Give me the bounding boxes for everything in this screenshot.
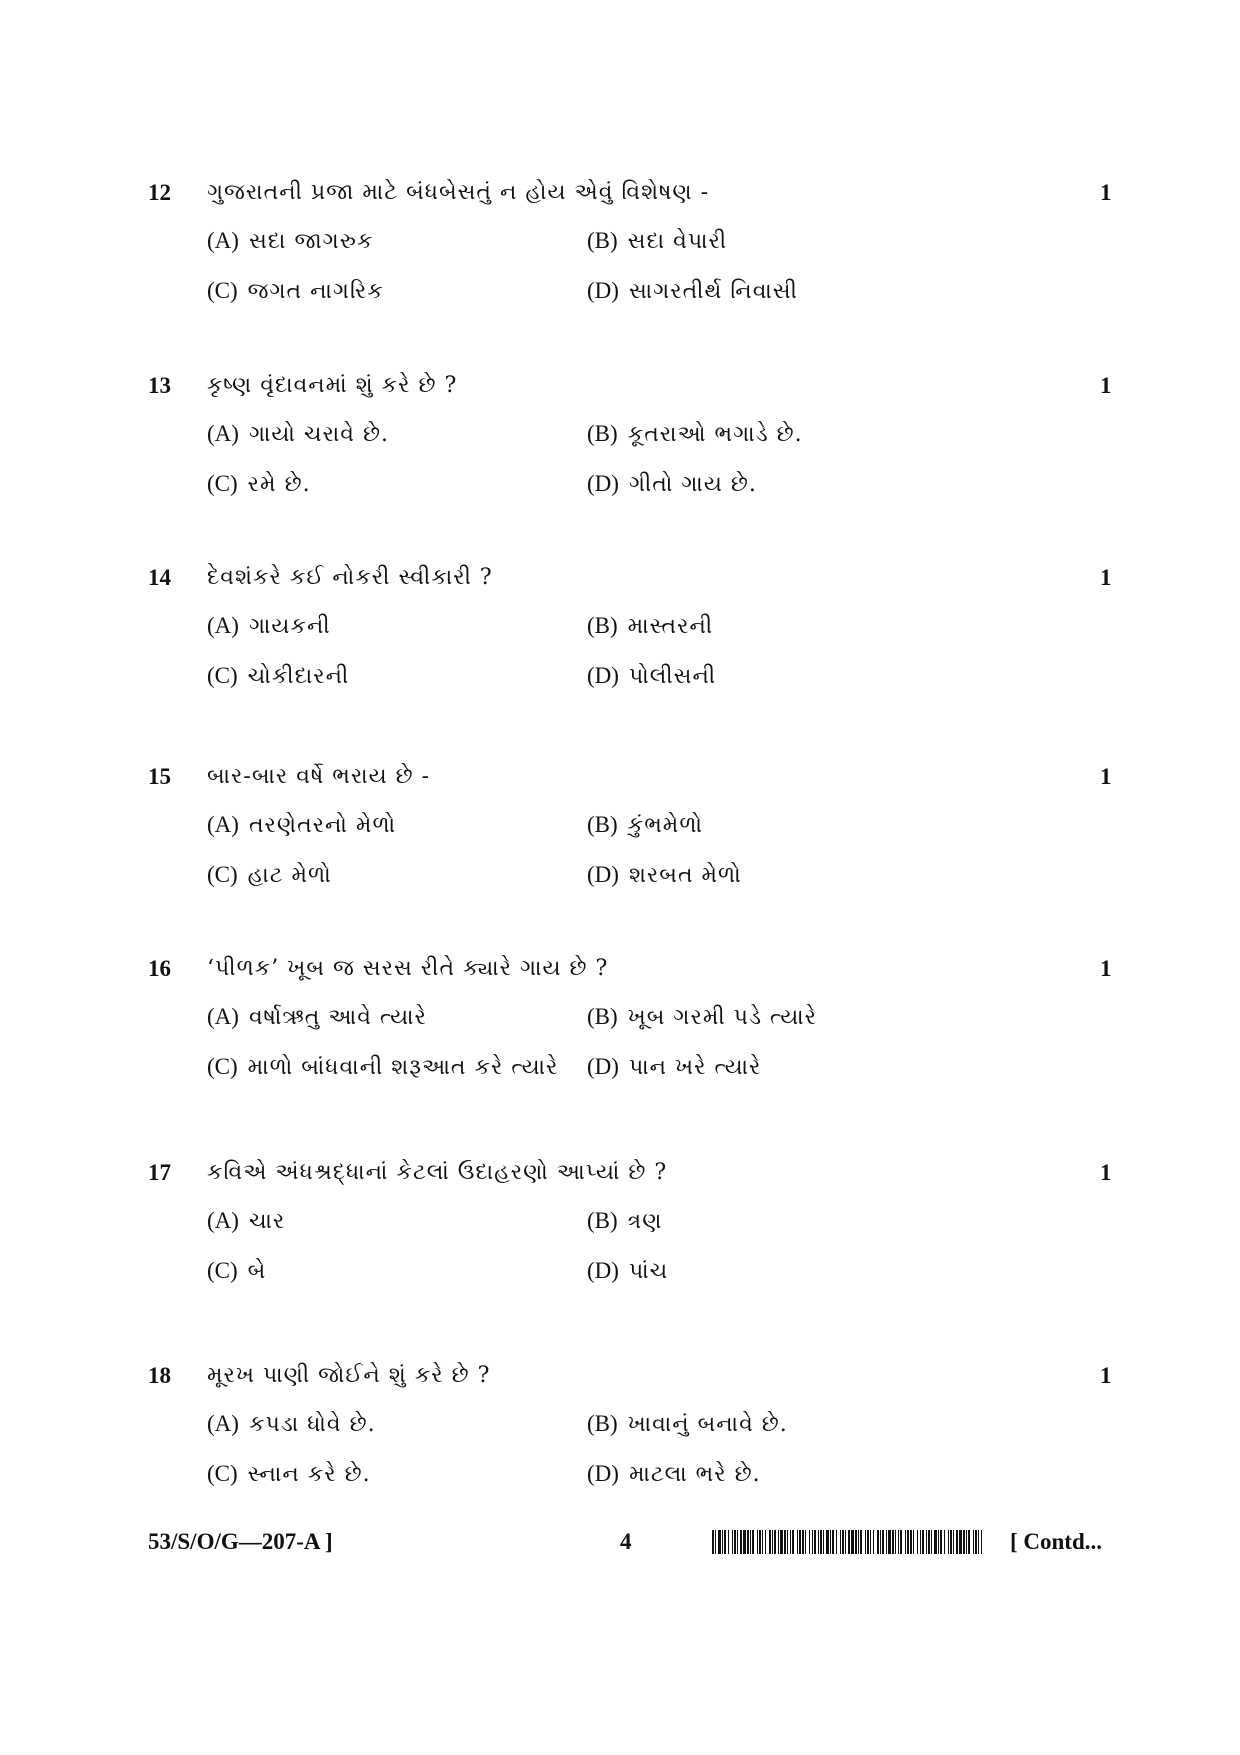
option-a bbox=[207, 419, 389, 450]
barcode-bar bbox=[765, 1530, 766, 1554]
question-text: કવિએ અંધશ્રદ્ધાનાં કેટલાં ઉદાહરણો આપ્યાં છે ? bbox=[207, 1160, 668, 1185]
option-label: (D) bbox=[587, 1258, 619, 1283]
barcode-bar bbox=[882, 1530, 884, 1554]
question-marks: 1 bbox=[1100, 764, 1112, 789]
barcode-bar bbox=[778, 1530, 779, 1554]
option-c bbox=[207, 1256, 266, 1287]
option-text: પોલીસની bbox=[628, 664, 717, 689]
barcode-bar bbox=[922, 1530, 924, 1554]
contd-label: [ Contd... bbox=[1010, 1529, 1103, 1554]
option-a bbox=[207, 810, 396, 841]
barcode-bar bbox=[938, 1530, 939, 1554]
barcode-bar bbox=[830, 1530, 831, 1554]
barcode-bar bbox=[845, 1530, 846, 1554]
barcode-bar bbox=[860, 1530, 862, 1554]
barcode-bar bbox=[784, 1530, 786, 1554]
option-label: (B) bbox=[587, 1411, 618, 1436]
option-label: (A) bbox=[207, 812, 239, 837]
option-d bbox=[587, 1459, 761, 1490]
option-b bbox=[587, 810, 703, 841]
barcode-bar bbox=[840, 1530, 841, 1554]
option-label: (C) bbox=[207, 862, 238, 887]
option-label: (B) bbox=[587, 421, 618, 446]
option-text: સદા જાગરુક bbox=[248, 229, 374, 254]
question-14 bbox=[0, 563, 1240, 713]
option-text: ખાવાનું બનાવે છે. bbox=[627, 1412, 788, 1437]
barcode-bar bbox=[910, 1530, 912, 1554]
option-text: ખૂબ ગરમી પડે ત્યારે bbox=[627, 1005, 817, 1030]
question-text: ‘પીળક’ ખૂબ જ સરસ રીતે ક્યારે ગાય છે ? bbox=[207, 956, 609, 981]
option-label: (C) bbox=[207, 1258, 238, 1283]
barcode-bar bbox=[870, 1530, 871, 1554]
option-c bbox=[207, 1459, 371, 1490]
barcode-bar bbox=[973, 1530, 974, 1554]
option-text: કુંભમેળો bbox=[627, 813, 703, 838]
option-a bbox=[207, 1409, 376, 1440]
barcode-bar bbox=[975, 1530, 977, 1554]
barcode-bar bbox=[762, 1530, 763, 1554]
option-label: (A) bbox=[207, 228, 239, 253]
barcode-bar bbox=[892, 1530, 894, 1554]
option-text: પાન ખરે ત્યારે bbox=[628, 1055, 762, 1080]
barcode-bar bbox=[963, 1530, 965, 1554]
option-label: (D) bbox=[587, 278, 619, 303]
barcode-bar bbox=[805, 1530, 806, 1554]
barcode-bar bbox=[934, 1530, 937, 1554]
question-13 bbox=[0, 371, 1240, 521]
option-text: પાંચ bbox=[628, 1259, 669, 1284]
barcode-bar bbox=[926, 1530, 927, 1554]
option-text: ગીતો ગાય છે. bbox=[628, 472, 757, 497]
option-text: બે bbox=[247, 1259, 267, 1284]
question-marks: 1 bbox=[1100, 956, 1112, 981]
barcode-bar bbox=[732, 1530, 733, 1554]
barcode-bar bbox=[724, 1530, 726, 1554]
barcode-bar bbox=[944, 1530, 945, 1554]
option-label: (A) bbox=[207, 1411, 239, 1436]
barcode-bar bbox=[836, 1530, 837, 1554]
option-label: (B) bbox=[587, 812, 618, 837]
option-label: (D) bbox=[587, 862, 619, 887]
barcode-bar bbox=[978, 1530, 979, 1554]
barcode-bar bbox=[931, 1530, 932, 1554]
option-d bbox=[587, 860, 742, 891]
option-c bbox=[207, 661, 349, 692]
option-c bbox=[207, 469, 311, 500]
option-label: (A) bbox=[207, 421, 239, 446]
option-text: ચોકીદારની bbox=[247, 664, 350, 689]
barcode-bar bbox=[842, 1530, 844, 1554]
question-text: ગુજરાતની પ્રજા માટે બંધબેસતું ન હોય એવું વિશેષણ - bbox=[207, 180, 710, 205]
option-b bbox=[587, 611, 713, 642]
option-b bbox=[587, 226, 727, 257]
barcode-bar bbox=[734, 1530, 736, 1554]
option-text: સાગરતીર્થ નિવાસી bbox=[628, 279, 798, 304]
barcode-bar bbox=[792, 1530, 794, 1554]
option-b bbox=[587, 1206, 662, 1237]
barcode-bar bbox=[848, 1530, 850, 1554]
barcode-bar bbox=[898, 1530, 899, 1554]
barcode-bar bbox=[940, 1530, 942, 1554]
option-label: (B) bbox=[587, 1208, 618, 1233]
option-label: (D) bbox=[587, 1054, 619, 1079]
barcode-bar bbox=[948, 1530, 949, 1554]
barcode-bar bbox=[953, 1530, 954, 1554]
option-d bbox=[587, 1256, 668, 1287]
option-text: માસ્તરની bbox=[627, 614, 714, 639]
barcode-bar bbox=[981, 1530, 982, 1554]
barcode-bar bbox=[900, 1530, 902, 1554]
paper-code: 53/S/O/G—207-A ] bbox=[148, 1529, 333, 1554]
option-text: વર્ષાઋતુ આવે ત્યારે bbox=[248, 1005, 427, 1030]
barcode-bar bbox=[880, 1530, 881, 1554]
option-text: ત્રણ bbox=[627, 1209, 663, 1234]
question-marks: 1 bbox=[1100, 1363, 1112, 1388]
question-12 bbox=[0, 178, 1240, 328]
barcode-bar bbox=[715, 1530, 716, 1554]
barcode-bar bbox=[718, 1530, 721, 1554]
barcode-bar bbox=[759, 1530, 761, 1554]
option-label: (A) bbox=[207, 1208, 239, 1233]
option-label: (C) bbox=[207, 471, 238, 496]
option-label: (B) bbox=[587, 228, 618, 253]
option-b bbox=[587, 419, 803, 450]
option-text: જગત નાગરિક bbox=[247, 279, 384, 304]
barcode-bar bbox=[740, 1530, 742, 1554]
barcode-icon bbox=[712, 1530, 984, 1554]
barcode-bar bbox=[968, 1530, 970, 1554]
option-text: કપડા ધોવે છે. bbox=[248, 1412, 376, 1437]
option-label: (D) bbox=[587, 471, 619, 496]
barcode-bar bbox=[851, 1530, 854, 1554]
option-b bbox=[587, 1002, 817, 1033]
question-text: બાર-બાર વર્ષે ભરાય છે - bbox=[207, 764, 431, 789]
barcode-bar bbox=[774, 1530, 776, 1554]
question-15 bbox=[0, 762, 1240, 912]
option-text: માળો બાંધવાની શરૂઆત કરે ત્યારે bbox=[247, 1055, 559, 1080]
option-label: (C) bbox=[207, 1054, 238, 1079]
barcode-bar bbox=[802, 1530, 804, 1554]
barcode-bar bbox=[743, 1530, 746, 1554]
option-text: રમે છે. bbox=[247, 472, 311, 497]
barcode-bar bbox=[886, 1530, 887, 1554]
barcode-bar bbox=[737, 1530, 738, 1554]
question-number: 16 bbox=[148, 956, 171, 981]
option-text: સ્નાન કરે છે. bbox=[247, 1462, 371, 1487]
option-text: હાટ મેળો bbox=[247, 863, 332, 888]
question-marks: 1 bbox=[1100, 565, 1112, 590]
option-text: ગાયો ચરાવે છે. bbox=[248, 422, 389, 447]
barcode-bar bbox=[895, 1530, 896, 1554]
barcode-bar bbox=[913, 1530, 914, 1554]
barcode-bar bbox=[780, 1530, 783, 1554]
barcode-bar bbox=[928, 1530, 930, 1554]
option-text: શરબત મેળો bbox=[628, 863, 742, 888]
option-label: (B) bbox=[587, 613, 618, 638]
barcode-bar bbox=[787, 1530, 788, 1554]
barcode-bar bbox=[905, 1530, 906, 1554]
option-text: ગાયકની bbox=[248, 614, 331, 639]
option-label: (A) bbox=[207, 613, 239, 638]
barcode-bar bbox=[820, 1530, 822, 1554]
option-label: (C) bbox=[207, 278, 238, 303]
question-text: કૃષ્ણ વૃંદાવનમાં શું કરે છે ? bbox=[207, 373, 458, 398]
barcode-bar bbox=[769, 1530, 771, 1554]
barcode-bar bbox=[966, 1530, 967, 1554]
option-d bbox=[587, 1052, 761, 1083]
barcode-bar bbox=[956, 1530, 958, 1554]
option-b bbox=[587, 1409, 788, 1440]
option-label: (D) bbox=[587, 663, 619, 688]
barcode-bar bbox=[799, 1530, 801, 1554]
question-marks: 1 bbox=[1100, 1160, 1112, 1185]
barcode-bar bbox=[873, 1530, 874, 1554]
barcode-bar bbox=[757, 1530, 758, 1554]
barcode-bar bbox=[959, 1530, 962, 1554]
option-a bbox=[207, 1002, 427, 1033]
question-text: મૂરખ પાણી જોઈને શું કરે છે ? bbox=[207, 1363, 491, 1388]
barcode-bar bbox=[814, 1530, 816, 1554]
barcode-bar bbox=[818, 1530, 819, 1554]
question-number: 13 bbox=[148, 373, 171, 398]
barcode-bar bbox=[750, 1530, 751, 1554]
option-d bbox=[587, 276, 798, 307]
option-c bbox=[207, 276, 384, 307]
option-label: (D) bbox=[587, 1461, 619, 1486]
option-label: (C) bbox=[207, 1461, 238, 1486]
question-marks: 1 bbox=[1100, 180, 1112, 205]
barcode-bar bbox=[797, 1530, 798, 1554]
page-number: 4 bbox=[620, 1529, 632, 1554]
option-c bbox=[207, 1052, 558, 1083]
option-text: કૂતરાઓ ભગાડે છે. bbox=[627, 422, 803, 447]
option-a bbox=[207, 1206, 285, 1237]
barcode-bar bbox=[832, 1530, 834, 1554]
barcode-bar bbox=[867, 1530, 869, 1554]
barcode-bar bbox=[772, 1530, 773, 1554]
question-marks: 1 bbox=[1100, 373, 1112, 398]
option-text: તરણેતરનો મેળો bbox=[248, 813, 397, 838]
barcode-bar bbox=[877, 1530, 879, 1554]
option-text: સદા વેપારી bbox=[627, 229, 728, 254]
option-text: ચાર bbox=[248, 1209, 286, 1234]
option-text: માટલા ભરે છે. bbox=[628, 1462, 761, 1487]
option-c bbox=[207, 860, 332, 891]
option-label: (A) bbox=[207, 1004, 239, 1029]
barcode-bar bbox=[950, 1530, 952, 1554]
question-number: 18 bbox=[148, 1363, 171, 1388]
question-number: 12 bbox=[148, 180, 171, 205]
barcode-bar bbox=[823, 1530, 824, 1554]
barcode-bar bbox=[826, 1530, 829, 1554]
barcode-bar bbox=[809, 1530, 810, 1554]
barcode-bar bbox=[722, 1530, 723, 1554]
question-number: 17 bbox=[148, 1160, 171, 1185]
option-a bbox=[207, 226, 373, 257]
barcode-bar bbox=[747, 1530, 749, 1554]
question-18 bbox=[0, 1361, 1240, 1511]
question-text: દેવશંકરે કઈ નોકરી સ્વીકારી ? bbox=[207, 565, 493, 590]
barcode-bar bbox=[920, 1530, 921, 1554]
question-17 bbox=[0, 1158, 1240, 1308]
question-number: 14 bbox=[148, 565, 171, 590]
barcode-bar bbox=[858, 1530, 859, 1554]
option-label: (B) bbox=[587, 1004, 618, 1029]
barcode-bar bbox=[855, 1530, 857, 1554]
barcode-bar bbox=[812, 1530, 813, 1554]
option-d bbox=[587, 661, 716, 692]
barcode-bar bbox=[917, 1530, 918, 1554]
barcode-bar bbox=[728, 1530, 729, 1554]
barcode-bar bbox=[865, 1530, 866, 1554]
option-d bbox=[587, 469, 757, 500]
barcode-bar bbox=[712, 1530, 714, 1554]
option-label: (C) bbox=[207, 663, 238, 688]
option-a bbox=[207, 611, 331, 642]
barcode-bar bbox=[888, 1530, 891, 1554]
barcode-bar bbox=[790, 1530, 791, 1554]
question-16 bbox=[0, 954, 1240, 1104]
barcode-bar bbox=[752, 1530, 754, 1554]
barcode-bar bbox=[907, 1530, 909, 1554]
question-number: 15 bbox=[148, 764, 171, 789]
